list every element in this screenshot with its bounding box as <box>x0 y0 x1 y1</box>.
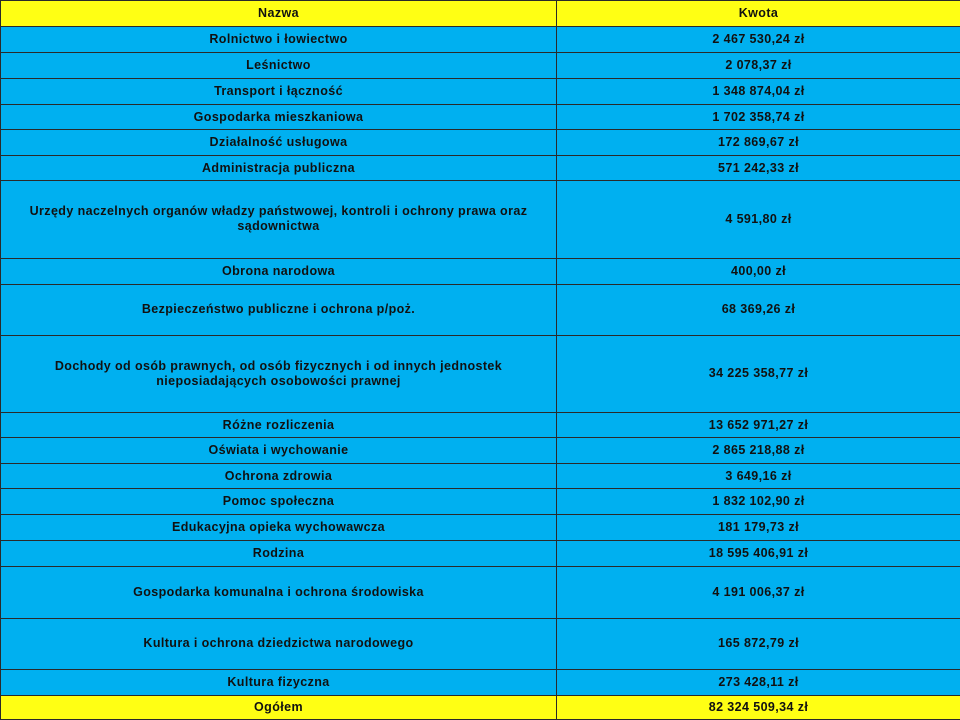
row-amount: 18 595 406,91 zł <box>557 541 960 567</box>
row-amount: 1 348 874,04 zł <box>557 79 960 105</box>
row-amount: 273 428,11 zł <box>557 669 960 695</box>
row-amount: 4 591,80 zł <box>557 181 960 258</box>
row-amount: 1 832 102,90 zł <box>557 489 960 515</box>
table-row <box>1 79 960 105</box>
table-row <box>1 27 960 53</box>
table-row <box>1 489 960 515</box>
row-name <box>1 181 557 258</box>
table-row <box>1 53 960 79</box>
row-name: Ochrona zdrowia <box>1 464 557 489</box>
table-row <box>1 567 960 618</box>
row-amount: 2 467 530,24 zł <box>557 27 960 53</box>
row-name: Obrona narodowa <box>1 258 557 284</box>
total-row <box>1 696 960 720</box>
row-name: Różne rozliczenia <box>1 413 557 438</box>
row-name: Pomoc społeczna <box>1 489 557 515</box>
column-header-amount: Kwota <box>557 1 960 27</box>
header-row <box>1 1 960 27</box>
row-name: Rolnictwo i łowiectwo <box>1 27 557 53</box>
table-row <box>1 618 960 669</box>
row-amount: 1 702 358,74 zł <box>557 105 960 130</box>
row-name: Oświata i wychowanie <box>1 438 557 464</box>
row-amount: 13 652 971,27 zł <box>557 413 960 438</box>
table-row <box>1 438 960 464</box>
row-name-text: Dochody od osób prawnych, od osób fizycznych i od innych jednostek nieposiadających osobowości prawnej <box>54 358 503 388</box>
row-name <box>1 335 557 412</box>
row-name: Rodzina <box>1 541 557 567</box>
row-amount: 2 078,37 zł <box>557 53 960 79</box>
table-row <box>1 130 960 156</box>
table-row <box>1 181 960 258</box>
row-name: Kultura fizyczna <box>1 669 557 695</box>
row-name: Kultura i ochrona dziedzictwa narodowego <box>1 618 557 669</box>
row-amount: 68 369,26 zł <box>557 284 960 335</box>
row-amount: 3 649,16 zł <box>557 464 960 489</box>
table-row <box>1 464 960 489</box>
row-amount: 4 191 006,37 zł <box>557 567 960 618</box>
total-label: Ogółem <box>1 696 557 720</box>
column-header-name: Nazwa <box>1 1 557 27</box>
row-amount: 2 865 218,88 zł <box>557 438 960 464</box>
row-amount: 165 872,79 zł <box>557 618 960 669</box>
row-name: Bezpieczeństwo publiczne i ochrona p/poż. <box>1 284 557 335</box>
row-name: Leśnictwo <box>1 53 557 79</box>
row-amount: 181 179,73 zł <box>557 515 960 541</box>
total-amount: 82 324 509,34 zł <box>557 696 960 720</box>
table-row <box>1 105 960 130</box>
row-amount: 571 242,33 zł <box>557 156 960 181</box>
row-name: Działalność usługowa <box>1 130 557 156</box>
table-row <box>1 156 960 181</box>
row-name: Transport i łączność <box>1 79 557 105</box>
table-row <box>1 335 960 412</box>
table-row <box>1 284 960 335</box>
table-row <box>1 669 960 695</box>
row-amount: 172 869,67 zł <box>557 130 960 156</box>
row-name-text: Urzędy naczelnych organów władzy państwowej, kontroli i ochrony prawa oraz sądownictwa <box>29 204 528 234</box>
row-name: Gospodarka mieszkaniowa <box>1 105 557 130</box>
table-row <box>1 541 960 567</box>
row-name: Gospodarka komunalna i ochrona środowiska <box>1 567 557 618</box>
row-amount: 34 225 358,77 zł <box>557 335 960 412</box>
table-row <box>1 515 960 541</box>
row-name: Edukacyjna opieka wychowawcza <box>1 515 557 541</box>
row-name: Administracja publiczna <box>1 156 557 181</box>
table-row <box>1 258 960 284</box>
row-amount: 400,00 zł <box>557 258 960 284</box>
table-row <box>1 413 960 438</box>
